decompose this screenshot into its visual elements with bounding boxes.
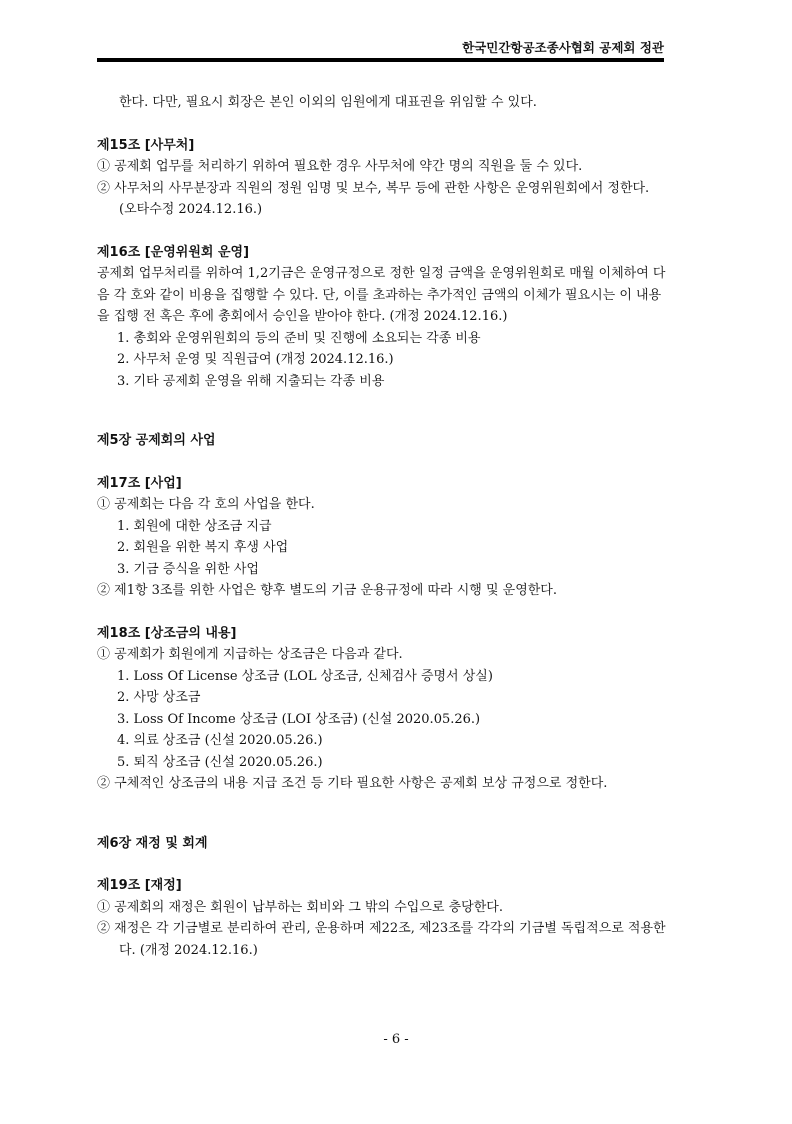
list-item: 5. 퇴직 상조금 (신설 2020.05.26.)	[117, 754, 323, 770]
article-16-para: 공제회 업무처리를 위하여 1,2기금은 운영규정으로 정한 일정 금액을 운영위원회로 매월 이체하여 다음 각 호와 같이 비용을 집행할 수 있다. 단, 이를 초과하는 추가적인 금액의 이체가 필요시는 이 내용을 집행 전 혹은 후에 총회에서 승인을 받아야 한다. (개정 2024.12.16.)	[97, 266, 666, 324]
list-item: 3. Loss Of Income 상조금 (LOI 상조금) (신설 2020.05.26.)	[117, 711, 481, 727]
article-19-title: 제19조 [재정]	[97, 878, 182, 893]
list-item: 1. 총회와 운영위원회의 등의 준비 및 진행에 소요되는 각종 비용	[117, 330, 481, 346]
intro-text: 한다. 다만, 필요시 회장은 본인 이외의 임원에게 대표권을 위임할 수 있다.	[119, 95, 537, 110]
header-rule	[97, 58, 664, 62]
article-17-title: 제17조 [사업]	[97, 475, 182, 491]
list-item: 2. 회원을 위한 복지 후생 사업	[117, 540, 289, 555]
article-15-para-1: ① 공제회 업무를 처리하기 위하여 필요한 경우 사무처에 약간 명의 직원을 둘 수 있다.	[97, 159, 583, 174]
article-18-title: 제18조 [상조금의 내용]	[97, 625, 237, 641]
article-19-para-2: ② 재정은 각 기금별로 분리하여 관리, 운용하며 제22조, 제23조를 각각의 기금별 독립적으로 적용한다. (개정 2024.12.16.)	[97, 921, 666, 958]
list-item: 3. 기타 공제회 운영을 위해 지출되는 각종 비용	[117, 373, 385, 389]
document-header: 한국민간항공조종사협회 공제회 정관	[462, 40, 664, 55]
list-item: 3. 기금 증식을 위한 사업	[117, 561, 259, 577]
list-item: 1. 회원에 대한 상조금 지급	[117, 518, 272, 534]
list-item: 2. 사망 상조금	[117, 690, 201, 705]
article-17-para-2: ② 제1항 3조를 위한 사업은 향후 별도의 기금 운용규정에 따라 시행 및 운영한다.	[97, 583, 558, 598]
document-body	[97, 92, 667, 961]
article-19-para-1: ① 공제회의 재정은 회원이 납부하는 회비와 그 밖의 수입으로 충당한다.	[97, 899, 503, 915]
article-17-para-1: ① 공제회는 다음 각 호의 사업을 한다.	[97, 497, 315, 512]
chapter-6-title: 제6장 재정 및 회계	[97, 835, 208, 851]
list-item: 1. Loss Of License 상조금 (LOL 상조금, 신체검사 증명서 상실)	[117, 668, 493, 684]
article-16-title: 제16조 [운영위원회 운영]	[97, 244, 250, 260]
list-item: 2. 사무처 운영 및 직원급여 (개정 2024.12.16.)	[117, 352, 394, 367]
article-15-para-2: ② 사무처의 사무분장과 직원의 정원 임명 및 보수, 복무 등에 관한 사항은 운영위원회에서 정한다. (오타수정 2024.12.16.)	[97, 180, 650, 217]
article-18-para-2: ② 구체적인 상조금의 내용 지급 조건 등 기타 필요한 사항은 공제회 보상 규정으로 정한다.	[97, 776, 608, 791]
article-15-title: 제15조 [사무처]	[97, 137, 195, 153]
page-number: - 6 -	[383, 1032, 409, 1047]
article-18-para-1: ① 공제회가 회원에게 지급하는 상조금은 다음과 같다.	[97, 647, 403, 662]
list-item: 4. 의료 상조금 (신설 2020.05.26.)	[117, 733, 323, 748]
chapter-5-title: 제5장 공제회의 사업	[97, 433, 216, 448]
